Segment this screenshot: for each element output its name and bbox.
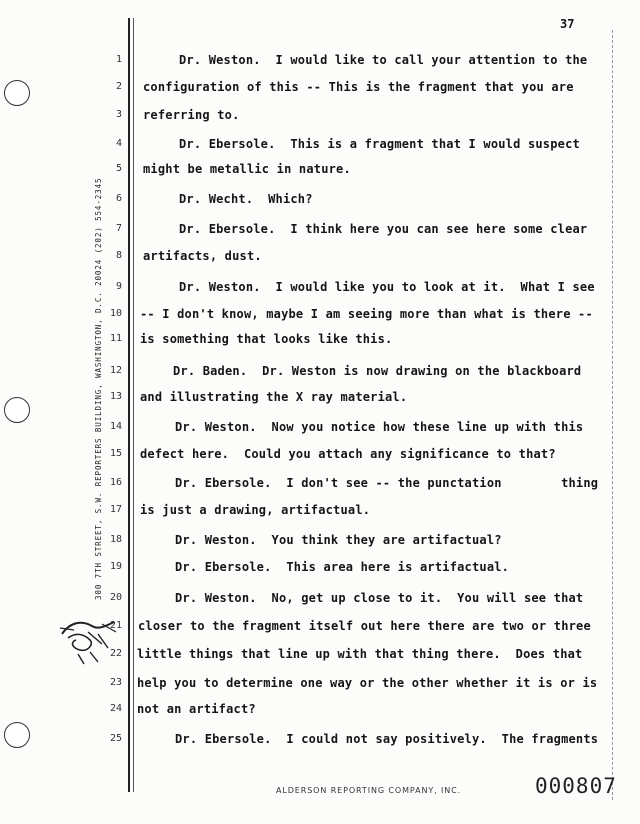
transcript-line: Dr. Baden. Dr. Weston is now drawing on the blackboard [173,364,582,378]
transcript-line: Dr. Weston. Now you notice how these line up with this [175,420,584,434]
line-number: 17 [109,504,122,515]
transcript-line: little things that line up with that thing there. Does that [137,647,583,661]
line-number: 11 [109,333,122,344]
stamp-mark-icon [58,612,118,668]
transcript-line: Dr. Ebersole. I could not say positively. The fragments [175,732,599,746]
transcript-line: Dr. Weston. I would like to call your attention to the [179,53,588,67]
transcript-line: is just a drawing, artifactual. [140,503,371,517]
side-address: 300 7TH STREET, S.W. REPORTERS BUILDING, WASHINGTON, D.C. 20024 (202) 554-2345 [94,177,103,600]
line-number: 2 [115,81,122,92]
line-number: 18 [109,534,122,545]
transcript-line: Dr. Weston. No, get up close to it. You will see that [175,591,584,605]
footer-company: ALDERSON REPORTING COMPANY, INC. [276,786,462,795]
line-number: 22 [109,648,122,659]
line-number: 4 [115,138,122,149]
line-number: 12 [109,365,122,376]
transcript-line: Dr. Ebersole. I don't see -- the punctation thing [175,476,599,490]
line-number: 23 [109,677,122,688]
line-number: 7 [115,223,122,234]
transcript-line: -- I don't know, maybe I am seeing more than what is there -- [140,307,593,321]
transcript-line: Dr. Ebersole. This area here is artifactual. [175,560,510,574]
transcript-line: Dr. Wecht. Which? [179,192,313,206]
line-number: 13 [109,391,122,402]
transcript-line: help you to determine one way or the other whether it is or is [137,676,598,690]
transcript-line: closer to the fragment itself out here there are two or three [138,619,591,633]
transcript-line: Dr. Weston. You think they are artifactual? [175,533,502,547]
line-number: 1 [115,54,122,65]
binder-hole-bottom [4,722,30,748]
line-number: 10 [109,308,122,319]
line-number: 24 [109,703,122,714]
line-number: 16 [109,477,122,488]
line-number: 3 [115,109,122,120]
line-number: 8 [115,250,122,261]
transcript-line: referring to. [143,108,240,122]
line-number: 21 [109,620,122,631]
line-number: 5 [115,163,122,174]
transcript-line: configuration of this -- This is the fragment that you are [143,80,574,94]
line-number: 20 [109,592,122,603]
line-number: 9 [115,281,122,292]
transcript-line: Dr. Weston. I would like you to look at it. What I see [179,280,595,294]
bates-number: 000807 [535,774,617,798]
transcript-line: not an artifact? [137,702,256,716]
transcript-line: is something that looks like this. [140,332,393,346]
left-margin-rule-inner [133,18,134,792]
left-margin-rule [128,18,130,792]
transcript-line: and illustrating the X ray material. [140,390,408,404]
transcript-line: artifacts, dust. [143,249,262,263]
transcript-line: defect here. Could you attach any significance to that? [140,447,556,461]
binder-hole-middle [4,397,30,423]
line-number: 25 [109,733,122,744]
line-number: 6 [115,193,122,204]
binder-hole-top [4,80,30,106]
line-number: 15 [109,448,122,459]
transcript-line: might be metallic in nature. [143,162,351,176]
line-number: 14 [109,421,122,432]
transcript-line: Dr. Ebersole. This is a fragment that I would suspect [179,137,580,151]
right-margin-rule [612,30,613,800]
transcript-line: Dr. Ebersole. I think here you can see here some clear [179,222,588,236]
page-number: 37 [560,17,575,31]
line-number: 19 [109,561,122,572]
